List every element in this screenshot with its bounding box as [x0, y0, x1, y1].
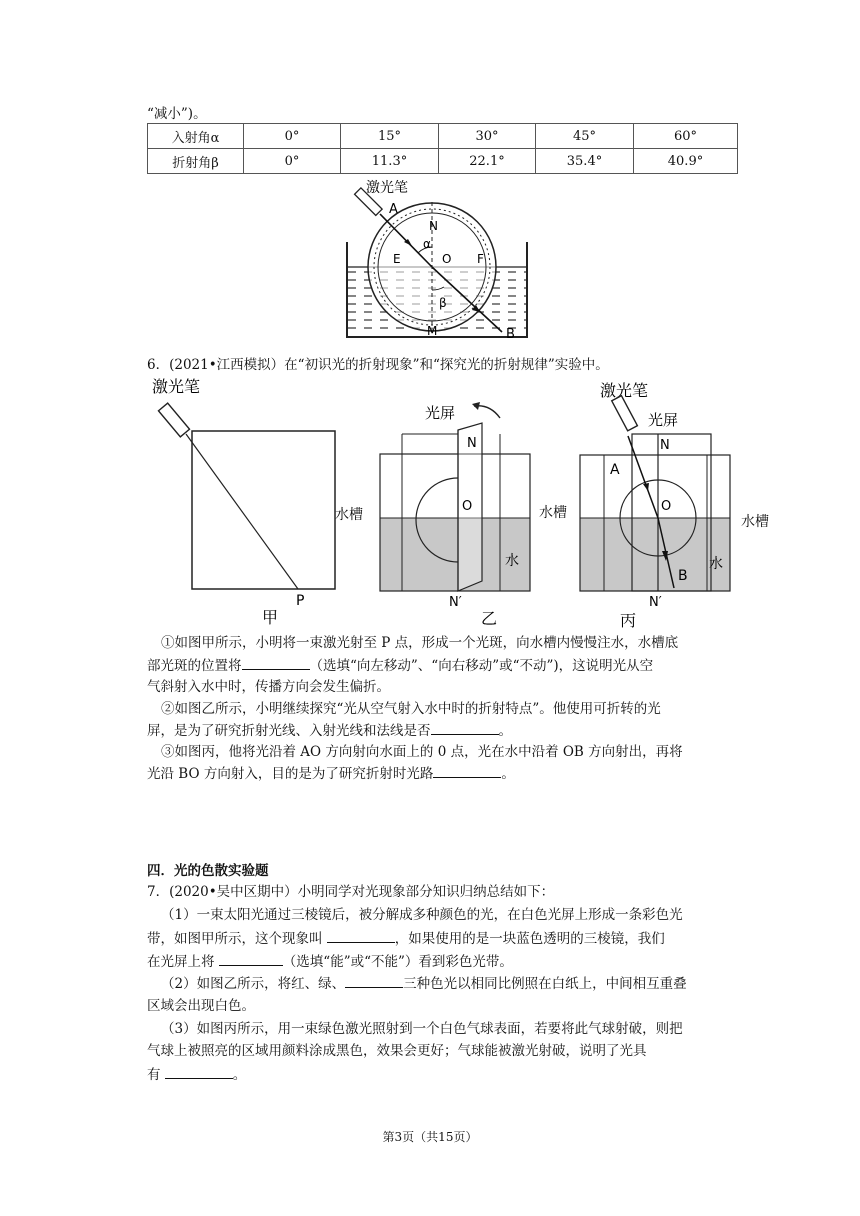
answer-blank[interactable]: [345, 973, 403, 988]
point-m-label: M: [427, 324, 438, 338]
q6-part1-line3: 气斜射入水中时，传播方向会发生偏折。: [147, 679, 390, 695]
q6-heading: 6．(2021•江西模拟）在“初识光的折射现象”和“探究光的折射规律”实验中。: [147, 357, 609, 373]
table-cell: 22.1°: [439, 149, 536, 174]
figure-caption: 丙: [620, 611, 637, 630]
table-cell: 60°: [634, 124, 738, 149]
laser-beam: [186, 434, 298, 589]
table-cell: 11.3°: [341, 149, 439, 174]
point-e-label: E: [393, 252, 401, 266]
q6-part3-line2: 光沿 BO 方向射入，目的是为了研究折射时光路 。: [147, 763, 515, 784]
screen-label: 光屏: [648, 411, 679, 429]
answer-blank[interactable]: [219, 951, 283, 966]
q7-part2-line2: 区域会出现白色。: [147, 998, 255, 1014]
row-label: 折射角β: [148, 149, 244, 174]
point-o-label: O: [661, 499, 672, 514]
figure-jia: [148, 376, 350, 630]
angle-table: [147, 123, 738, 174]
tank-label: 水槽: [539, 505, 567, 521]
table-cell: 0°: [244, 149, 341, 174]
tank-label: 水槽: [335, 507, 363, 523]
point-n-prime-label: N′: [449, 595, 462, 610]
q7-part2-line1: （2）如图乙所示，将红、绿、 三种色光以相同比例照在白纸上，中间相互重叠: [161, 973, 687, 994]
answer-blank[interactable]: [431, 720, 499, 735]
point-b-label: B: [678, 568, 688, 584]
point-n-prime-label: N′: [649, 595, 662, 610]
beta-label: β: [439, 296, 447, 310]
answer-blank[interactable]: [433, 763, 501, 778]
point-b-label: B: [506, 327, 515, 342]
point-n-label: N: [660, 438, 670, 453]
answer-blank[interactable]: [242, 655, 310, 670]
q7-part3-line3: 有 。: [147, 1064, 246, 1085]
refraction-disk-figure: [330, 172, 540, 350]
figure-caption: 乙: [481, 609, 498, 628]
table-cell: 30°: [439, 124, 536, 149]
table-cell: 0°: [244, 124, 341, 149]
q6-part2-line2: 屏，是为了研究折射光线、入射光线和法线是否 。: [147, 720, 512, 741]
table-cell: 35.4°: [536, 149, 634, 174]
point-o-label: O: [462, 499, 473, 514]
table-cell: 45°: [536, 124, 634, 149]
tank-box: [192, 431, 335, 589]
point-n-label: N: [467, 436, 477, 451]
table-row: [148, 124, 738, 149]
point-n-label: N: [429, 219, 438, 233]
row-label: 入射角α: [148, 124, 244, 149]
answer-blank[interactable]: [327, 928, 395, 943]
screen-label: 光屏: [425, 404, 456, 422]
page-footer: 第3页（共15页）: [382, 1130, 478, 1144]
alpha-label: α: [423, 237, 431, 251]
q6-part3-line1: ③如图丙，他将光沿着 AO 方向射向水面上的 0 点，光在水中沿着 OB 方向射出，再将: [161, 744, 683, 760]
point-f-label: F: [477, 252, 484, 266]
q6-part1-line2: 部光斑的位置将 （选填“向左移动”、“向右移动”或“不动”)，这说明光从空: [147, 655, 653, 676]
figure-yi: [378, 400, 538, 630]
table-row: [148, 149, 738, 174]
table-cell: 40.9°: [634, 149, 738, 174]
laser-pen: [158, 403, 189, 437]
laser-pen: [612, 396, 638, 431]
point-o-label: O: [442, 252, 452, 266]
water-label: 水: [709, 556, 723, 572]
q7-heading: 7．(2020•吴中区期中）小明同学对光现象部分知识归纳总结如下：: [147, 884, 555, 900]
q7-part1-line1: （1）一束太阳光通过三棱镜后，被分解成多种颜色的光，在白色光屏上形成一条彩色光: [161, 907, 683, 923]
point-a-label: A: [389, 202, 398, 217]
q7-part3-line1: （3）如图丙所示，用一束绿色激光照射到一个白色气球表面，若要将此气球射破，则把: [161, 1021, 683, 1037]
q7-part1-line3: 在光屏上将 （选填“能”或“不能”）看到彩色光带。: [147, 951, 513, 972]
q7-part3-line2: 气球上被照亮的区域用颜料涂成黑色，效果会更好；气球能被激光射破，说明了光具: [147, 1043, 647, 1059]
answer-blank[interactable]: [165, 1064, 233, 1079]
point-p-label: P: [296, 593, 305, 609]
section-heading: 四．光的色散实验题: [147, 863, 269, 879]
q7-part1-line2: 带，如图甲所示，这个现象叫 ，如果使用的是一块蓝色透明的三棱镜，我们: [147, 928, 665, 949]
water-label: 水: [505, 553, 519, 569]
laser-label: 激光笔: [600, 381, 649, 400]
q6-part1-line1: ①如图甲所示，小明将一束激光射至 P 点，形成一个光斑，向水槽内慢慢注水，水槽底: [161, 635, 679, 651]
table-cell: 15°: [341, 124, 439, 149]
laser-label: 激光笔: [152, 377, 201, 396]
continued-text: “减小”)。: [147, 106, 207, 122]
figure-caption: 甲: [262, 608, 279, 627]
figure-bing: [578, 378, 740, 630]
tank-label: 水槽: [741, 514, 769, 530]
q6-part2-line1: ②如图乙所示，小明继续探究“光从空气射入水中时的折射特点”。他使用可折转的光: [161, 701, 661, 717]
point-a-label: A: [610, 462, 620, 478]
laser-label: 激光笔: [366, 180, 408, 196]
